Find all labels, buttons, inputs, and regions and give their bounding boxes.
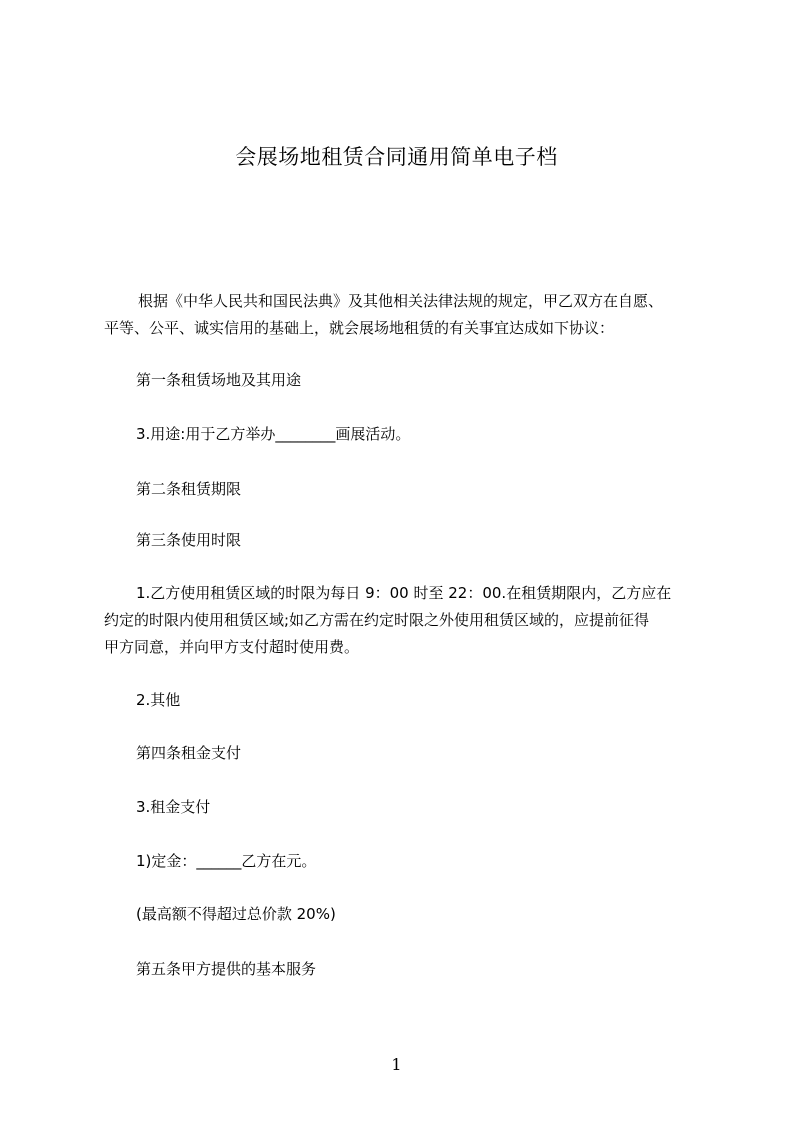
article4-note: (最高额不得超过总价款 20%): [136, 905, 336, 923]
article4-heading: 第四条租金支付: [136, 744, 242, 762]
article3-item1-line-3: 甲方同意，并向甲方支付超时使用费。: [104, 638, 360, 656]
article1-heading: 第一条租赁场地及其用途: [136, 371, 302, 389]
article4-item3: 3.租金支付: [136, 798, 211, 816]
article3-item1-line-2: 约定的时限内使用租赁区域;如乙方需在约定时限之外使用租赁区域的，应提前征得: [104, 611, 650, 629]
article2-heading: 第二条租赁期限: [136, 480, 242, 498]
article1-item3: 3.用途:用于乙方举办________画展活动。: [136, 425, 411, 443]
article3-heading: 第三条使用时限: [136, 531, 242, 549]
document-title: 会展场地租赁合同通用简单电子档: [235, 145, 558, 169]
intro-paragraph: [104, 288, 696, 342]
page-number: 1: [391, 1055, 402, 1074]
article3-item2: 2.其他: [136, 691, 181, 709]
article3-item1-line-1: 1.乙方使用租赁区域的时限为每日 9：00 时至 22：00.在租赁期限内，乙方应在: [136, 584, 672, 602]
article3-item1-paragraph: [104, 580, 696, 661]
article5-heading: 第五条甲方提供的基本服务: [136, 960, 317, 978]
intro-line-2: 平等、公平、诚实信用的基础上，就会展场地租赁的有关事宜达成如下协议：: [104, 319, 615, 337]
intro-line-1: 根据《中华人民共和国民法典》及其他相关法律法规的规定，甲乙双方在自愿、: [138, 292, 664, 310]
article4-item3-1: 1)定金：______乙方在元。: [136, 852, 317, 870]
